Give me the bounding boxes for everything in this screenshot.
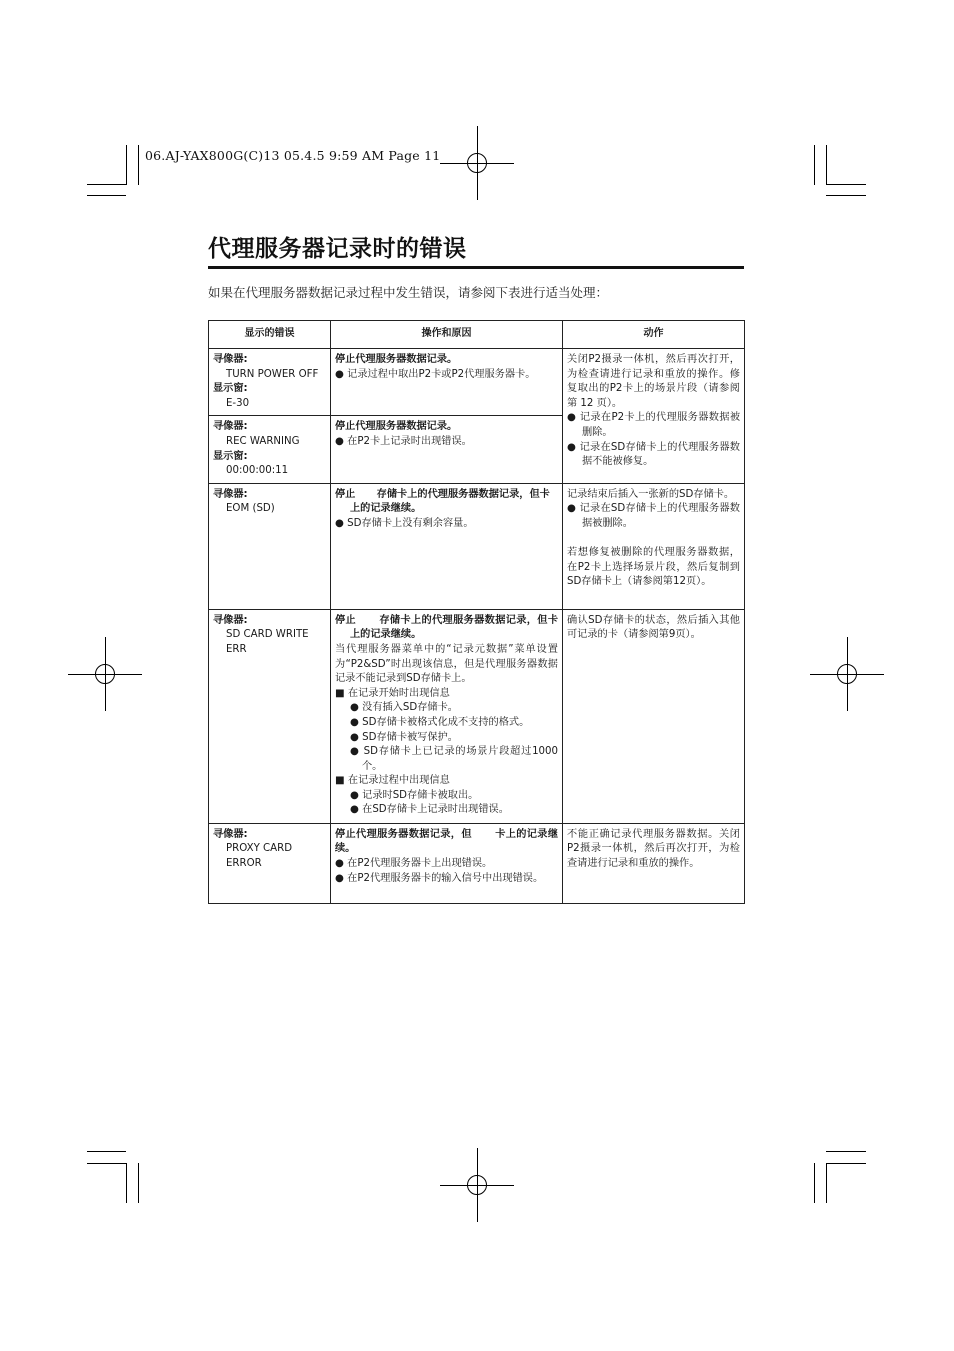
action-cell (563, 483, 745, 609)
print-slug: 06.AJ-YAX800G(C)13 05.4.5 9:59 AM Page 11 (145, 148, 441, 163)
crop-mark (826, 145, 827, 185)
registration-mark-bottom (440, 1148, 514, 1222)
list-item: ● SD存储卡被写保护。 (350, 731, 458, 743)
display-message: E-30 (226, 397, 250, 409)
viewfinder-message: ERR (226, 643, 247, 655)
page-title: 代理服务器记录时的错误 (208, 236, 467, 262)
viewfinder-label: 寻像器: (213, 488, 248, 500)
viewfinder-label: 寻像器: (213, 421, 248, 433)
table-header-row (209, 321, 745, 349)
list-item: ● 在P2代理服务器卡上出现错误。 (335, 857, 493, 869)
crop-mark (87, 184, 126, 185)
group-title: ■ 在记录过程中出现信息 (335, 775, 450, 787)
cause-cell (331, 416, 563, 483)
crop-mark (814, 1163, 815, 1203)
cause-cell (331, 609, 563, 823)
operation-text: 停止 存储卡上的代理服务器数据记录，但卡上的记录继续。 (335, 488, 550, 515)
list-item: ● 记录在SD存储卡上的代理服务器数据被删除。 (567, 503, 740, 529)
group-title: ■ 在记录开始时出现信息 (335, 687, 450, 699)
action-cell (563, 823, 745, 903)
cause-cell (331, 823, 563, 903)
operation-text: 停止代理服务器数据记录，但 卡上的记录继续。 (335, 828, 559, 855)
group-list (335, 789, 558, 818)
registration-mark-right (810, 637, 884, 711)
display-message: 00:00:00:11 (226, 465, 289, 477)
registration-mark-top (440, 126, 514, 200)
list-item: ● 记录过程中取出P2卡或P2代理服务器卡。 (335, 368, 536, 380)
list-item: ● 在SD存储卡上记录时出现错误。 (350, 804, 509, 816)
viewfinder-message: REC WARNING (226, 435, 300, 447)
crop-mark (138, 145, 139, 185)
table-row (209, 483, 745, 609)
operation-text: 停止代理服务器数据记录。 (335, 421, 458, 433)
crop-mark (826, 1163, 866, 1164)
display-label: 显示窗: (213, 450, 248, 462)
operation-description: 当代理服务器菜单中的“记录元数据”菜单设置为“P2&SD”时出现该信息，但是代理服务器数据记录不能记录到SD存储卡上。 (335, 643, 558, 685)
list-item: ● 记录在SD存储卡上的代理服务器数据不能被修复。 (567, 441, 740, 468)
group-list (335, 701, 558, 774)
crop-mark (826, 1163, 827, 1203)
crop-mark (126, 1163, 127, 1203)
crop-mark (126, 145, 127, 185)
action-text: 记录结束后插入一张新的SD存储卡。 (567, 488, 735, 500)
list-item: ● SD存储卡上已记录的场景片段超过1000个。 (350, 746, 558, 772)
viewfinder-message: ERROR (226, 857, 262, 869)
table-row (209, 349, 745, 416)
cause-cell (331, 483, 563, 609)
list-item: ● 记录时SD存储卡被取出。 (350, 789, 479, 801)
viewfinder-message: TURN POWER OFF (226, 368, 319, 380)
error-display-cell (209, 483, 331, 609)
list-item: ● 记录在P2卡上的代理服务器数据被删除。 (567, 412, 741, 438)
display-label: 显示窗: (213, 383, 248, 395)
column-header: 显示的错误 (209, 321, 331, 349)
crop-mark (826, 195, 866, 196)
viewfinder-label: 寻像器: (213, 828, 248, 840)
action-text: 若想修复被删除的代理服务器数据，在P2卡上选择场景片段，然后复制到SD存储卡上（请参阅第12页）。 (567, 547, 740, 588)
viewfinder-message: PROXY CARD (226, 843, 293, 855)
list-item: ● 没有插入SD存储卡。 (350, 702, 458, 714)
crop-mark (814, 145, 815, 185)
intro-text: 如果在代理服务器数据记录过程中发生错误，请参阅下表进行适当处理： (208, 285, 609, 300)
viewfinder-message: SD CARD WRITE (226, 629, 309, 641)
crop-mark (87, 195, 126, 196)
crop-mark (138, 1163, 139, 1203)
crop-mark (87, 1163, 126, 1164)
table-row (209, 823, 745, 903)
crop-mark (87, 1151, 126, 1152)
error-display-cell (209, 823, 331, 903)
table-row (209, 609, 745, 823)
action-text: 确认SD存储卡的状态，然后插入其他可记录的卡（请参阅第9页）。 (567, 614, 740, 641)
cause-cell (331, 349, 563, 416)
viewfinder-label: 寻像器: (213, 354, 248, 365)
action-cell (563, 609, 745, 823)
list-item: ● SD存储卡被格式化成不支持的格式。 (350, 716, 530, 728)
list-item: ● 在P2卡上记录时出现错误。 (335, 435, 472, 447)
viewfinder-label: 寻像器: (213, 614, 248, 626)
column-header: 动作 (563, 321, 745, 349)
viewfinder-message: EOM (SD) (226, 503, 275, 515)
action-text: 不能正确记录代理服务器数据。关闭P2摄录一体机，然后再次打开，为检查请进行记录和重放的操作。 (567, 828, 740, 869)
list-item: ● 在P2代理服务器卡的输入信号中出现错误。 (335, 872, 544, 884)
title-rule (208, 266, 744, 269)
action-text: 关闭P2摄录一体机，然后再次打开，为检查请进行记录和重放的操作。修复取出的P2卡上的场景片段（请参阅第 12 页）。 (567, 354, 740, 409)
column-header: 操作和原因 (331, 321, 563, 349)
crop-mark (826, 1151, 866, 1152)
action-cell (563, 349, 745, 484)
crop-mark (826, 184, 866, 185)
error-display-cell (209, 416, 331, 483)
operation-text: 停止代理服务器数据记录。 (335, 354, 458, 365)
operation-text: 停止 存储卡上的代理服务器数据记录，但卡上的记录继续。 (335, 614, 559, 641)
list-item: ● SD存储卡上没有剩余容量。 (335, 517, 474, 529)
registration-mark-left (68, 637, 142, 711)
error-display-cell (209, 349, 331, 416)
error-display-cell (209, 609, 331, 823)
error-table (208, 320, 745, 904)
